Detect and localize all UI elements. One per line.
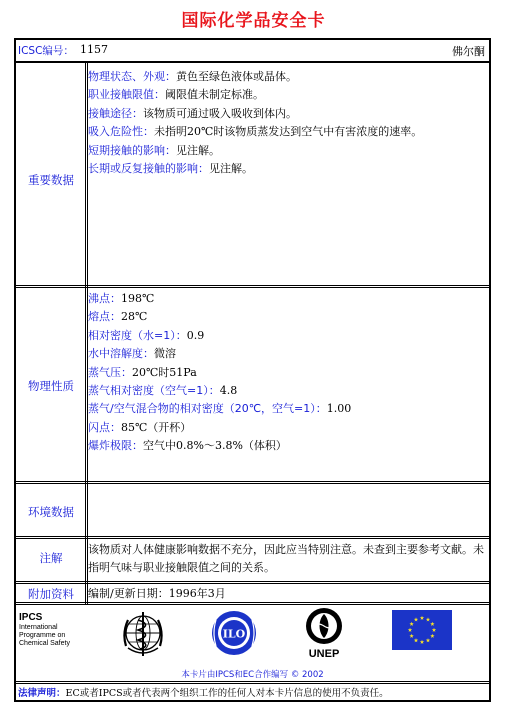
divider	[16, 681, 489, 682]
unep-emblem-icon	[298, 604, 350, 662]
additional-info-content	[88, 585, 486, 603]
legal-notice	[18, 685, 389, 699]
environment-data-label: 环境数据	[28, 505, 74, 519]
important-item: 短期接触的影响：见注解。	[88, 143, 220, 157]
credit-line: 本卡片由IPCS和EC合作编写 © 2002	[181, 670, 324, 680]
divider	[16, 481, 489, 482]
divider	[16, 538, 489, 539]
physical-item: 熔点：28℃	[88, 310, 148, 324]
eu-flag-icon	[392, 610, 452, 650]
divider	[16, 483, 489, 484]
notes-label: 注解	[39, 551, 63, 565]
icsc-label: ICSC编号：	[18, 45, 74, 57]
divider	[16, 583, 489, 584]
important-data-label: 重要数据	[28, 173, 74, 187]
physical-item: 蒸气/空气混合物的相对密度（20℃，空气=1）：1.00	[88, 402, 352, 416]
divider	[16, 285, 489, 286]
physical-item: 蒸气压：20℃时51Pa	[88, 365, 197, 379]
ipcs-logo: IPCS International Programme on Chemical Safety	[19, 612, 70, 647]
icsc-number: 1157	[80, 43, 108, 56]
legal-text: EC或者IPCS或者代表两个组织工作的任何人对本卡片信息的使用不负责任。	[65, 688, 389, 699]
svg-text:UNEP: UNEP	[308, 648, 340, 660]
card-title: 国际化学品安全卡	[181, 11, 326, 31]
important-item: 职业接触限值：阈限值未制定标准。	[88, 88, 264, 102]
divider	[16, 536, 489, 537]
who-emblem-icon	[116, 606, 170, 660]
physical-item: 蒸气相对密度（空气=1）：4.8	[88, 384, 238, 398]
important-item: 吸入危险性：未指明20℃时该物质蒸发达到空气中有害浓度的速率。	[88, 125, 423, 139]
legal-label: 法律声明：	[18, 688, 66, 699]
divider	[16, 581, 489, 582]
physical-item: 相对密度（水=1）：0.9	[88, 328, 205, 342]
logo-row	[16, 604, 489, 676]
notes-text: 该物质对人体健康影响数据不充分，因此应当特别注意。未查到主要参考文献。未指明气味与职业接触限值之间的关系。	[88, 543, 484, 575]
physical-properties-label: 物理性质	[28, 379, 74, 393]
physical-item: 水中溶解度：微溶	[88, 347, 176, 361]
important-item: 接触途径：该物质可通过吸入吸收到体内。	[88, 106, 297, 120]
divider	[16, 287, 489, 288]
physical-item: 爆炸极限：空气中0.8%～3.8%（体积）	[88, 439, 287, 453]
svg-text:ILO: ILO	[222, 627, 246, 641]
important-item: 物理状态、外观：黄色至绿色液体或晶体。	[88, 70, 297, 83]
notes-content	[88, 541, 486, 578]
card-frame	[14, 38, 491, 702]
header-row	[16, 40, 489, 61]
physical-item: 闪点：85℃（开杯）	[88, 420, 192, 434]
important-item: 长期或反复接触的影响：见注解。	[88, 162, 253, 176]
chemical-name: 佛尔酮	[452, 45, 485, 58]
column-divider	[85, 63, 86, 604]
additional-info-text: 编制/更新日期：1996年3月	[88, 587, 226, 600]
important-data-content	[88, 68, 486, 178]
divider	[16, 602, 489, 603]
physical-properties-content	[88, 290, 486, 456]
divider	[16, 683, 489, 684]
ilo-emblem-icon	[206, 606, 262, 662]
physical-item: 沸点：198℃	[88, 292, 155, 305]
additional-info-label: 附加资料	[28, 587, 74, 601]
